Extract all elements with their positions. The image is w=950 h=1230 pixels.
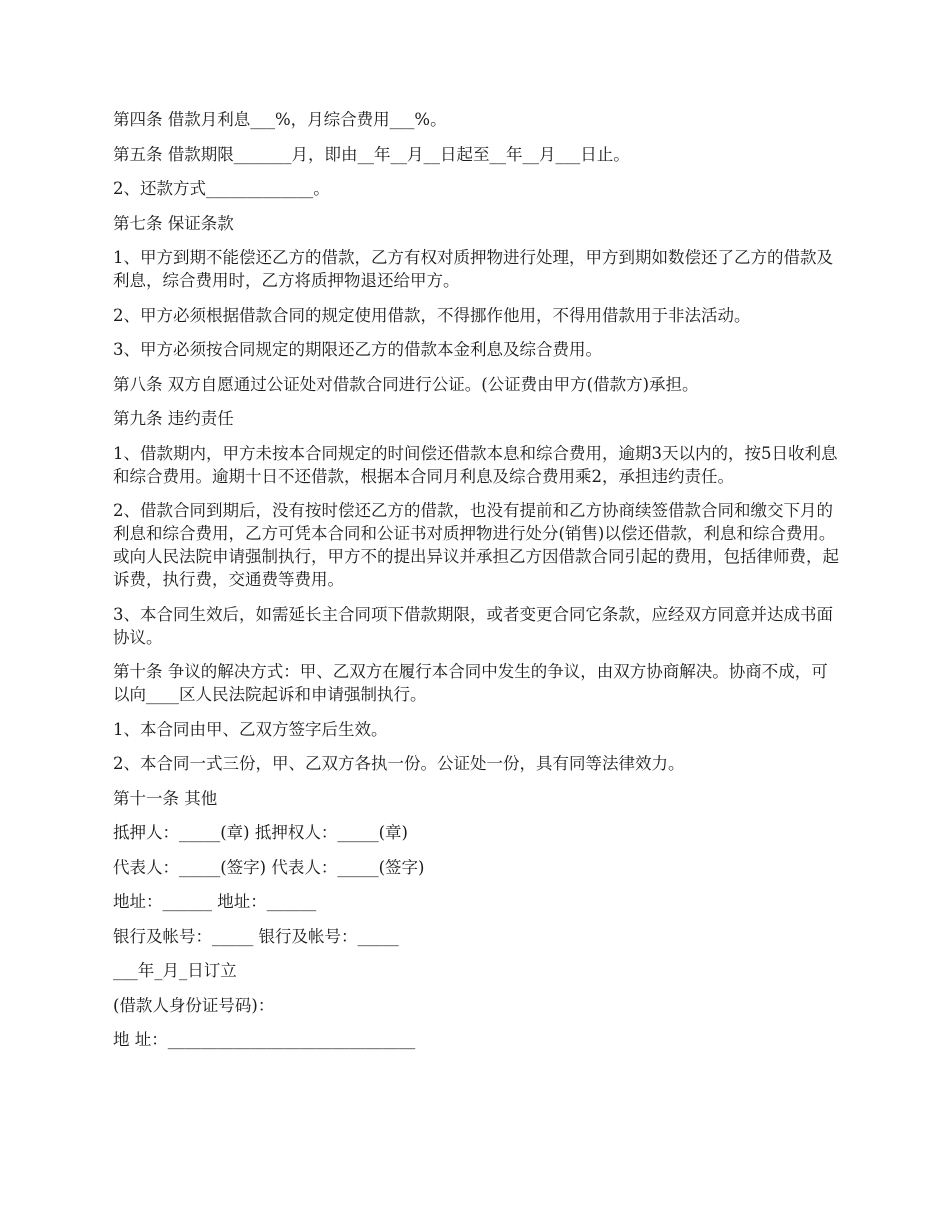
- clause-7-item-3: 3、甲方必须按合同规定的期限还乙方的借款本金利息及综合费用。: [113, 340, 602, 359]
- clause-11-heading: 第十一条 其他: [113, 788, 218, 808]
- effect-item-1: 1、本合同由甲、乙双方签字后生效。: [113, 719, 388, 739]
- clause-8-notarization: 第八条 双方自愿通过公证处对借款合同进行公证。(公证费由甲方(借款方)承担。: [113, 374, 699, 394]
- clause-9-heading: 第九条 违约责任: [113, 409, 234, 428]
- signature-representative-line: 代表人：_____(签字) 代表人：_____(签字): [113, 857, 425, 877]
- clause-4-interest: 第四条 借款月利息___%，月综合费用___%。: [113, 110, 447, 129]
- repayment-method: 2、还款方式_____________。: [113, 179, 330, 198]
- clause-9-item-2: 2、借款合同到期后，没有按时偿还乙方的借款，也没有提前和乙方协商续签借款合同和缴交下月的利息和综合费用，乙方可凭本合同和公证书对质押物进行处分(销售)以偿还借款，利息和综合费用。或向人民法院申请强制执行，甲方不的提出异议并承担乙方因借款合同引起的费用，包括律师费，起诉费，执行费，交通费等费用。: [113, 501, 839, 589]
- signing-date-line: ___年_月_日订立: [113, 961, 237, 980]
- clause-9-item-3: 3、本合同生效后，如需延长主合同项下借款期限，或者变更合同它条款，应经双方同意并达成书面协议。: [113, 604, 833, 647]
- clause-9-item-1: 1、借款期内，甲方未按本合同规定的时间偿还借款本息和综合费用，逾期3天以内的，按5日收利息和综合费用。逾期十日不还借款，根据本合同月利息及综合费用乘2，承担违约责任。: [113, 443, 838, 486]
- clause-7-heading: 第七条 保证条款: [113, 213, 234, 233]
- borrower-id-line: (借款人身份证号码)：: [113, 995, 275, 1015]
- clause-10-dispute: 第十条 争议的解决方式：甲、乙双方在履行本合同中发生的争议，由双方协商解决。协商不成，可以向____区人民法院起诉和申请强制执行。: [113, 662, 828, 704]
- bank-account-line: 银行及帐号：_____ 银行及帐号：_____: [113, 926, 399, 946]
- clause-7-item-1: 1、甲方到期不能偿还乙方的借款，乙方有权对质押物进行处理，甲方到期如数偿还了乙方的借款及利息，综合费用时，乙方将质押物退还给甲方。: [113, 248, 833, 290]
- clause-7-item-2: 2、甲方必须根据借款合同的规定使用借款，不得挪作他用，不得用借款用于非法活动。: [113, 305, 751, 325]
- document-body: [113, 108, 843, 1063]
- borrower-address-line: 地 址：______________________________: [113, 1030, 416, 1049]
- clause-5-term: 第五条 借款期限_______月，即由__年__月__日起至__年__月___日止。: [113, 144, 630, 164]
- effect-item-2: 2、本合同一式三份，甲、乙双方各执一份。公证处一份，具有同等法律效力。: [113, 754, 685, 773]
- signature-pledgor-line: 抵押人：_____(章) 抵押权人：_____(章): [113, 823, 408, 842]
- address-line: 地址：______ 地址：______: [113, 892, 317, 911]
